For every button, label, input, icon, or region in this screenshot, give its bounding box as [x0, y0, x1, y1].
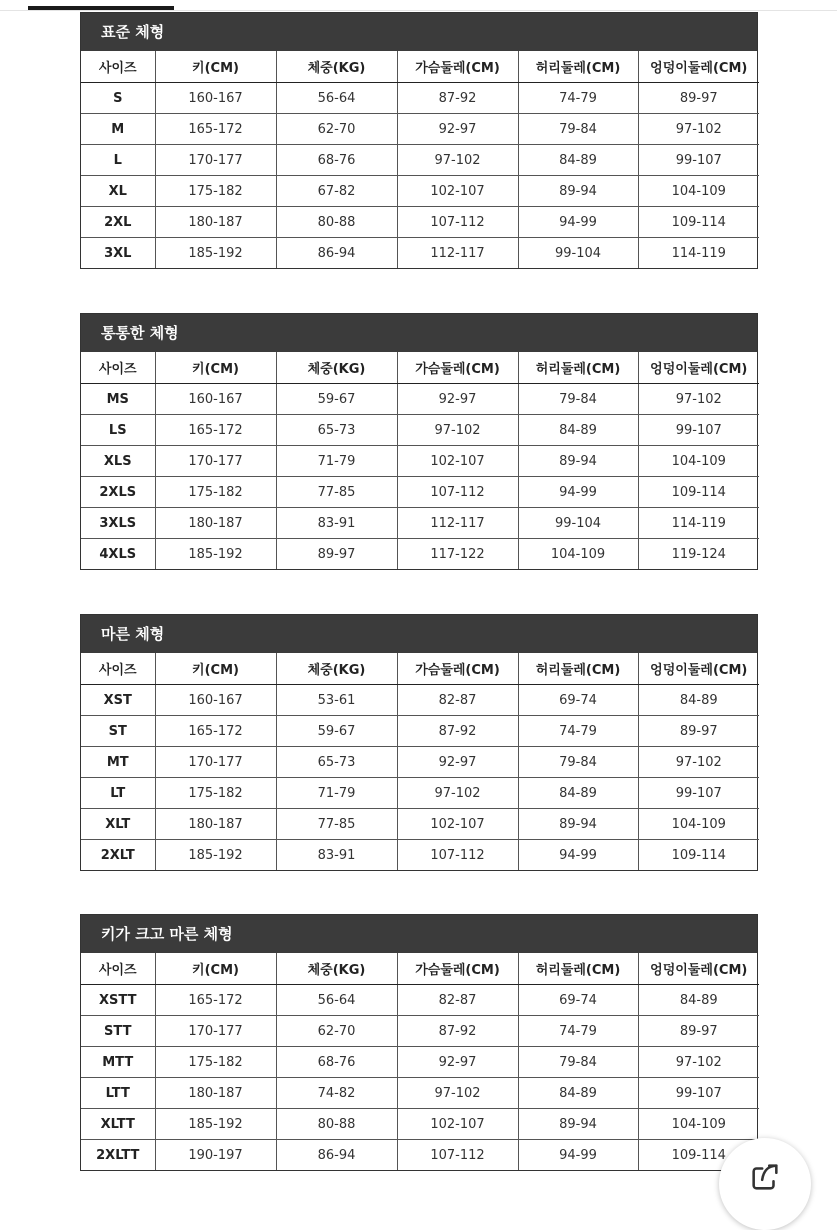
header-chest: 가슴둘레(CM) [397, 51, 518, 83]
waist-cell: 104-109 [518, 539, 638, 570]
hip-cell: 104-109 [638, 176, 759, 207]
chest-cell: 117-122 [397, 539, 518, 570]
hip-cell: 89-97 [638, 1016, 759, 1047]
weight-cell: 59-67 [276, 716, 397, 747]
waist-cell: 89-94 [518, 809, 638, 840]
height-cell: 185-192 [155, 1109, 276, 1140]
weight-cell: 77-85 [276, 477, 397, 508]
header-row [81, 653, 759, 685]
height-cell: 160-167 [155, 384, 276, 415]
table-row [81, 415, 759, 446]
weight-cell: 80-88 [276, 207, 397, 238]
hip-cell: 97-102 [638, 747, 759, 778]
table-row [81, 238, 759, 269]
height-cell: 190-197 [155, 1140, 276, 1171]
hip-cell: 99-107 [638, 145, 759, 176]
height-cell: 165-172 [155, 716, 276, 747]
header-size: 사이즈 [81, 653, 155, 685]
size-cell: XLTT [81, 1109, 155, 1140]
weight-cell: 89-97 [276, 539, 397, 570]
chest-cell: 92-97 [397, 384, 518, 415]
height-cell: 175-182 [155, 176, 276, 207]
weight-cell: 53-61 [276, 685, 397, 716]
height-cell: 185-192 [155, 539, 276, 570]
header-weight: 체중(KG) [276, 51, 397, 83]
size-cell: 2XLS [81, 477, 155, 508]
chest-cell: 97-102 [397, 778, 518, 809]
size-cell: M [81, 114, 155, 145]
hip-cell: 114-119 [638, 238, 759, 269]
hip-cell: 97-102 [638, 384, 759, 415]
hip-cell: 119-124 [638, 539, 759, 570]
header-size: 사이즈 [81, 352, 155, 384]
hip-cell: 97-102 [638, 1047, 759, 1078]
size-cell: STT [81, 1016, 155, 1047]
size-cell: MS [81, 384, 155, 415]
size-table [81, 51, 759, 268]
size-cell: XLT [81, 809, 155, 840]
waist-cell: 79-84 [518, 384, 638, 415]
header-waist: 허리둘레(CM) [518, 51, 638, 83]
header-size: 사이즈 [81, 953, 155, 985]
hip-cell: 99-107 [638, 778, 759, 809]
waist-cell: 84-89 [518, 415, 638, 446]
weight-cell: 62-70 [276, 1016, 397, 1047]
hip-cell: 104-109 [638, 809, 759, 840]
size-cell: MT [81, 747, 155, 778]
size-cell: 3XL [81, 238, 155, 269]
table-row [81, 176, 759, 207]
header-chest: 가슴둘레(CM) [397, 653, 518, 685]
hip-cell: 99-107 [638, 415, 759, 446]
top-divider [0, 10, 837, 11]
size-table-chubby [80, 313, 758, 570]
size-table-standard [80, 12, 758, 269]
height-cell: 165-172 [155, 415, 276, 446]
weight-cell: 68-76 [276, 1047, 397, 1078]
hip-cell: 89-97 [638, 83, 759, 114]
size-cell: XSTT [81, 985, 155, 1016]
weight-cell: 71-79 [276, 778, 397, 809]
section-title: 마른 체형 [81, 615, 757, 653]
weight-cell: 71-79 [276, 446, 397, 477]
size-cell: 2XLT [81, 840, 155, 871]
hip-cell: 109-114 [638, 207, 759, 238]
weight-cell: 86-94 [276, 1140, 397, 1171]
header-hip: 엉덩이둘레(CM) [638, 51, 759, 83]
table-row [81, 539, 759, 570]
chest-cell: 112-117 [397, 508, 518, 539]
height-cell: 180-187 [155, 508, 276, 539]
header-waist: 허리둘레(CM) [518, 953, 638, 985]
chest-cell: 92-97 [397, 747, 518, 778]
height-cell: 170-177 [155, 446, 276, 477]
chest-cell: 112-117 [397, 238, 518, 269]
height-cell: 160-167 [155, 83, 276, 114]
height-cell: 185-192 [155, 840, 276, 871]
header-height: 키(CM) [155, 953, 276, 985]
weight-cell: 65-73 [276, 747, 397, 778]
chest-cell: 102-107 [397, 1109, 518, 1140]
weight-cell: 83-91 [276, 840, 397, 871]
chest-cell: 102-107 [397, 176, 518, 207]
waist-cell: 69-74 [518, 685, 638, 716]
weight-cell: 74-82 [276, 1078, 397, 1109]
hip-cell: 84-89 [638, 985, 759, 1016]
waist-cell: 79-84 [518, 114, 638, 145]
waist-cell: 99-104 [518, 238, 638, 269]
chest-cell: 87-92 [397, 716, 518, 747]
weight-cell: 65-73 [276, 415, 397, 446]
size-cell: 2XLTT [81, 1140, 155, 1171]
table-row [81, 1109, 759, 1140]
table-row [81, 384, 759, 415]
header-size: 사이즈 [81, 51, 155, 83]
header-row [81, 51, 759, 83]
waist-cell: 84-89 [518, 1078, 638, 1109]
weight-cell: 67-82 [276, 176, 397, 207]
header-chest: 가슴둘레(CM) [397, 352, 518, 384]
chest-cell: 107-112 [397, 1140, 518, 1171]
waist-cell: 89-94 [518, 446, 638, 477]
chest-cell: 87-92 [397, 83, 518, 114]
waist-cell: 94-99 [518, 477, 638, 508]
size-cell: MTT [81, 1047, 155, 1078]
waist-cell: 69-74 [518, 985, 638, 1016]
header-height: 키(CM) [155, 51, 276, 83]
table-row [81, 1016, 759, 1047]
size-cell: XLS [81, 446, 155, 477]
hip-cell: 97-102 [638, 114, 759, 145]
chest-cell: 82-87 [397, 685, 518, 716]
size-cell: LT [81, 778, 155, 809]
table-row [81, 685, 759, 716]
waist-cell: 84-89 [518, 778, 638, 809]
size-cell: ST [81, 716, 155, 747]
waist-cell: 79-84 [518, 1047, 638, 1078]
chest-cell: 107-112 [397, 207, 518, 238]
table-row [81, 114, 759, 145]
header-chest: 가슴둘레(CM) [397, 953, 518, 985]
hip-cell: 84-89 [638, 685, 759, 716]
share-button[interactable] [719, 1138, 811, 1230]
hip-cell: 99-107 [638, 1078, 759, 1109]
chest-cell: 107-112 [397, 840, 518, 871]
height-cell: 160-167 [155, 685, 276, 716]
waist-cell: 74-79 [518, 1016, 638, 1047]
chest-cell: 97-102 [397, 415, 518, 446]
size-cell: 3XLS [81, 508, 155, 539]
waist-cell: 89-94 [518, 176, 638, 207]
weight-cell: 59-67 [276, 384, 397, 415]
header-height: 키(CM) [155, 352, 276, 384]
hip-cell: 109-114 [638, 477, 759, 508]
chest-cell: 92-97 [397, 1047, 518, 1078]
height-cell: 180-187 [155, 207, 276, 238]
header-waist: 허리둘레(CM) [518, 653, 638, 685]
size-cell: 2XL [81, 207, 155, 238]
waist-cell: 94-99 [518, 840, 638, 871]
table-row [81, 477, 759, 508]
waist-cell: 89-94 [518, 1109, 638, 1140]
header-row [81, 352, 759, 384]
waist-cell: 94-99 [518, 1140, 638, 1171]
weight-cell: 83-91 [276, 508, 397, 539]
size-cell: XST [81, 685, 155, 716]
header-weight: 체중(KG) [276, 953, 397, 985]
table-row [81, 1047, 759, 1078]
section-title: 키가 크고 마른 체형 [81, 915, 757, 953]
weight-cell: 56-64 [276, 83, 397, 114]
height-cell: 170-177 [155, 747, 276, 778]
section-title: 표준 체형 [81, 13, 757, 51]
weight-cell: 68-76 [276, 145, 397, 176]
header-weight: 체중(KG) [276, 653, 397, 685]
height-cell: 170-177 [155, 145, 276, 176]
section-title: 통통한 체형 [81, 314, 757, 352]
weight-cell: 80-88 [276, 1109, 397, 1140]
height-cell: 165-172 [155, 114, 276, 145]
table-row [81, 716, 759, 747]
waist-cell: 94-99 [518, 207, 638, 238]
waist-cell: 74-79 [518, 83, 638, 114]
table-row [81, 446, 759, 477]
hip-cell: 89-97 [638, 716, 759, 747]
waist-cell: 99-104 [518, 508, 638, 539]
size-table [81, 653, 759, 870]
table-row [81, 840, 759, 871]
height-cell: 180-187 [155, 809, 276, 840]
hip-cell: 109-114 [638, 1140, 759, 1171]
waist-cell: 74-79 [518, 716, 638, 747]
hip-cell: 114-119 [638, 508, 759, 539]
size-cell: S [81, 83, 155, 114]
height-cell: 170-177 [155, 1016, 276, 1047]
table-row [81, 809, 759, 840]
chest-cell: 82-87 [397, 985, 518, 1016]
size-cell: LTT [81, 1078, 155, 1109]
weight-cell: 77-85 [276, 809, 397, 840]
height-cell: 175-182 [155, 778, 276, 809]
share-icon [748, 1160, 782, 1194]
hip-cell: 109-114 [638, 840, 759, 871]
table-row [81, 985, 759, 1016]
header-hip: 엉덩이둘레(CM) [638, 953, 759, 985]
header-height: 키(CM) [155, 653, 276, 685]
header-row [81, 953, 759, 985]
size-table-tall-slim [80, 914, 758, 1171]
table-row [81, 778, 759, 809]
size-cell: LS [81, 415, 155, 446]
size-cell: XL [81, 176, 155, 207]
header-waist: 허리둘레(CM) [518, 352, 638, 384]
height-cell: 175-182 [155, 1047, 276, 1078]
size-cell: L [81, 145, 155, 176]
hip-cell: 104-109 [638, 1109, 759, 1140]
size-table [81, 352, 759, 569]
header-hip: 엉덩이둘레(CM) [638, 653, 759, 685]
table-row [81, 207, 759, 238]
hip-cell: 104-109 [638, 446, 759, 477]
chest-cell: 97-102 [397, 145, 518, 176]
weight-cell: 62-70 [276, 114, 397, 145]
chest-cell: 92-97 [397, 114, 518, 145]
header-hip: 엉덩이둘레(CM) [638, 352, 759, 384]
height-cell: 165-172 [155, 985, 276, 1016]
chest-cell: 102-107 [397, 809, 518, 840]
table-row [81, 145, 759, 176]
table-row [81, 508, 759, 539]
weight-cell: 56-64 [276, 985, 397, 1016]
height-cell: 185-192 [155, 238, 276, 269]
waist-cell: 79-84 [518, 747, 638, 778]
chest-cell: 107-112 [397, 477, 518, 508]
chest-cell: 87-92 [397, 1016, 518, 1047]
chest-cell: 102-107 [397, 446, 518, 477]
waist-cell: 84-89 [518, 145, 638, 176]
table-row [81, 747, 759, 778]
size-table [81, 953, 759, 1170]
weight-cell: 86-94 [276, 238, 397, 269]
table-row [81, 1140, 759, 1171]
header-weight: 체중(KG) [276, 352, 397, 384]
size-cell: 4XLS [81, 539, 155, 570]
table-row [81, 1078, 759, 1109]
chest-cell: 97-102 [397, 1078, 518, 1109]
height-cell: 175-182 [155, 477, 276, 508]
size-table-slim [80, 614, 758, 871]
table-row [81, 83, 759, 114]
height-cell: 180-187 [155, 1078, 276, 1109]
